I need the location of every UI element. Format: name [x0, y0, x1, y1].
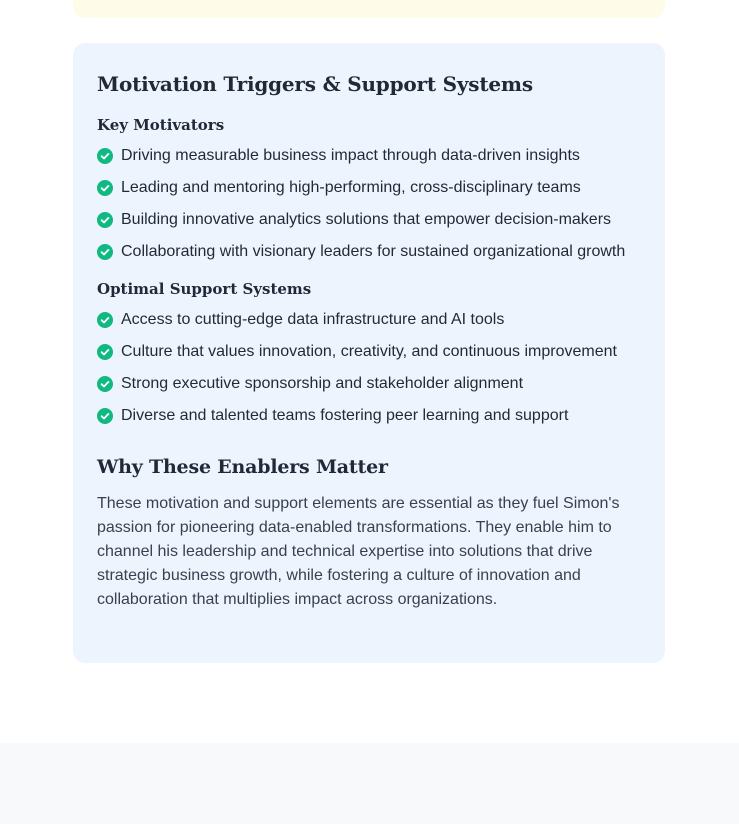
check-circle-icon [97, 212, 113, 228]
list-item-text: Leading and mentoring high-performing, cross-disciplinary teams [121, 179, 581, 196]
list-item [97, 308, 641, 332]
motivators-heading: Key Motivators [97, 116, 225, 134]
list-item [97, 240, 641, 264]
motivation-card [73, 43, 665, 663]
list-item [97, 404, 641, 428]
list-item-text: Collaborating with visionary leaders for sustained organizational growth [121, 243, 626, 260]
check-circle-icon [97, 312, 113, 328]
check-circle-icon [97, 344, 113, 360]
check-circle-icon [97, 376, 113, 392]
why-paragraph: These motivation and support elements are essential as they fuel Simon's passion for pioneering data-enabled transformations. They enable him to channel his leadership and technical expertise into solutions that drive strategic business growth, while fostering a culture of innovation and collaboration that multiplies impact across organizations. [97, 495, 620, 608]
previous-card [73, 0, 665, 18]
list-item [97, 372, 641, 396]
why-heading: Why These Enablers Matter [97, 456, 388, 478]
list-item [97, 144, 641, 168]
list-item [97, 208, 641, 232]
check-circle-icon [97, 408, 113, 424]
list-item [97, 176, 641, 200]
list-item-text: Building innovative analytics solutions that empower decision-makers [121, 211, 612, 228]
footer-band [0, 743, 739, 824]
support-heading: Optimal Support Systems [97, 280, 312, 298]
check-circle-icon [97, 180, 113, 196]
list-item-text: Strong executive sponsorship and stakeholder alignment [121, 375, 524, 392]
list-item-text: Diverse and talented teams fostering peer learning and support [121, 407, 569, 424]
card-title: Motivation Triggers & Support Systems [97, 72, 533, 96]
support-list [97, 308, 641, 428]
list-item-text: Culture that values innovation, creativity, and continuous improvement [121, 343, 617, 360]
check-circle-icon [97, 148, 113, 164]
check-circle-icon [97, 244, 113, 260]
list-item-text: Access to cutting-edge data infrastructure and AI tools [121, 311, 505, 328]
motivators-list [97, 144, 641, 264]
list-item-text: Driving measurable business impact through data-driven insights [121, 147, 580, 164]
list-item [97, 340, 641, 364]
